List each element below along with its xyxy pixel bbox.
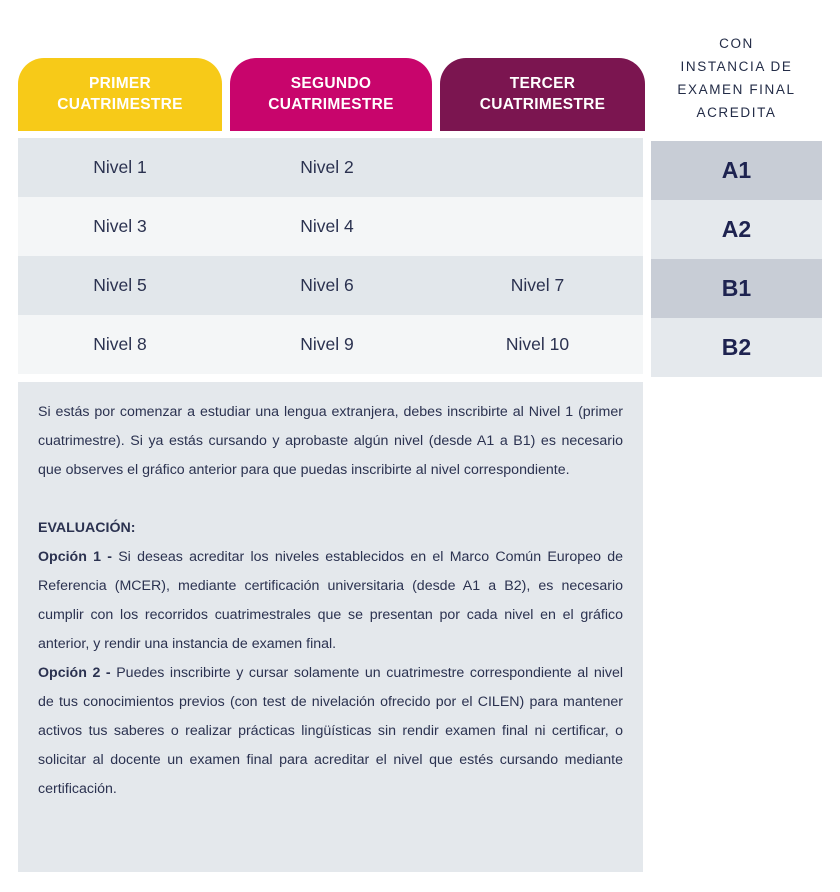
- header-column-acredita: [651, 20, 822, 138]
- level-cell-q3: Nivel 10: [505, 334, 570, 354]
- header-tab-segundo-line-2: CUATRIMESTRE: [268, 95, 394, 113]
- level-cell-q1: Nivel 1: [93, 157, 147, 177]
- notes-option-1-label: Opción 1 -: [38, 549, 119, 565]
- level-cell-q2: Nivel 4: [300, 216, 354, 236]
- notes-panel: [18, 382, 643, 872]
- level-cell-q2: Nivel 6: [300, 275, 354, 295]
- levels-table: [18, 138, 643, 374]
- notes-option-2-text: Puedes inscribirte y cursar solamente un cuatrimestre correspondiente al nivel de tus conocimientos previos (con test de nivelación ofrecido por el CILEN) para mantener activos tus saberes o realizar prácticas lingüísticas sin rendir examen final ni certificar, o solicitar al docente un examen final para acreditar el nivel que estés cursando mediante certificación.: [38, 665, 623, 797]
- level-cell-q2: Nivel 9: [300, 334, 354, 354]
- cefr-badge: A1: [651, 141, 822, 200]
- table-row: [18, 256, 643, 315]
- header-tab-tercer-line-1: TERCER: [509, 74, 576, 92]
- header-acredita-line-2: INSTANCIA DE: [680, 59, 793, 75]
- notes-option-2-paragraph: [38, 659, 623, 804]
- level-cell-q1: Nivel 3: [93, 216, 147, 236]
- level-cell-q1: Nivel 8: [93, 334, 147, 354]
- cefr-badge: B1: [651, 259, 822, 318]
- notes-option-2-label: Opción 2 -: [38, 665, 117, 681]
- header-tab-segundo-cuatrimestre: [230, 58, 432, 131]
- table-row: [18, 138, 643, 197]
- header-tab-segundo-line-1: SEGUNDO: [290, 74, 372, 92]
- table-row: [18, 315, 643, 374]
- header-tab-primer-cuatrimestre: [18, 58, 222, 131]
- header-tab-primer-line-2: CUATRIMESTRE: [57, 95, 183, 113]
- header-acredita-line-3: EXAMEN FINAL: [677, 82, 796, 97]
- notes-evaluacion-heading: EVALUACIÓN:: [38, 520, 136, 536]
- header-tab-tercer-line-2: CUATRIMESTRE: [479, 95, 606, 113]
- header-acredita-line-1: CON: [719, 36, 754, 52]
- cefr-badge: B2: [651, 318, 822, 377]
- notes-option-1-text: Si deseas acreditar los niveles establecidos en el Marco Común Europeo de Referencia (MCER), mediante certificación universitaria (desde A1 a B2), es necesario cumplir con los recorridos cuatrimestrales que se presentan por cada nivel en el gráfico anterior, y rendir una instancia de examen final.: [38, 549, 623, 652]
- level-cell-q1: Nivel 5: [93, 275, 147, 295]
- table-row: [18, 197, 643, 256]
- level-cell-q2: Nivel 2: [300, 157, 354, 177]
- cefr-badge: A2: [651, 200, 822, 259]
- cefr-result-column: [651, 141, 822, 377]
- header-tab-primer-line-1: PRIMER: [88, 74, 152, 92]
- header-tab-tercer-cuatrimestre: [440, 58, 645, 131]
- header-acredita-line-4: ACREDITA: [696, 104, 777, 120]
- notes-option-1-paragraph: [38, 543, 623, 659]
- level-cell-q3: Nivel 7: [510, 275, 565, 295]
- notes-intro-paragraph: Si estás por comenzar a estudiar una lengua extranjera, debes inscribirte al Nivel 1 (primer cuatrimestre). Si ya estás cursando y aprobaste algún nivel (desde A1 a B1) es necesario que observes el gráfico anterior para que puedas inscribirte al nivel correspondiente.: [38, 404, 623, 478]
- quarter-headers: [0, 0, 840, 138]
